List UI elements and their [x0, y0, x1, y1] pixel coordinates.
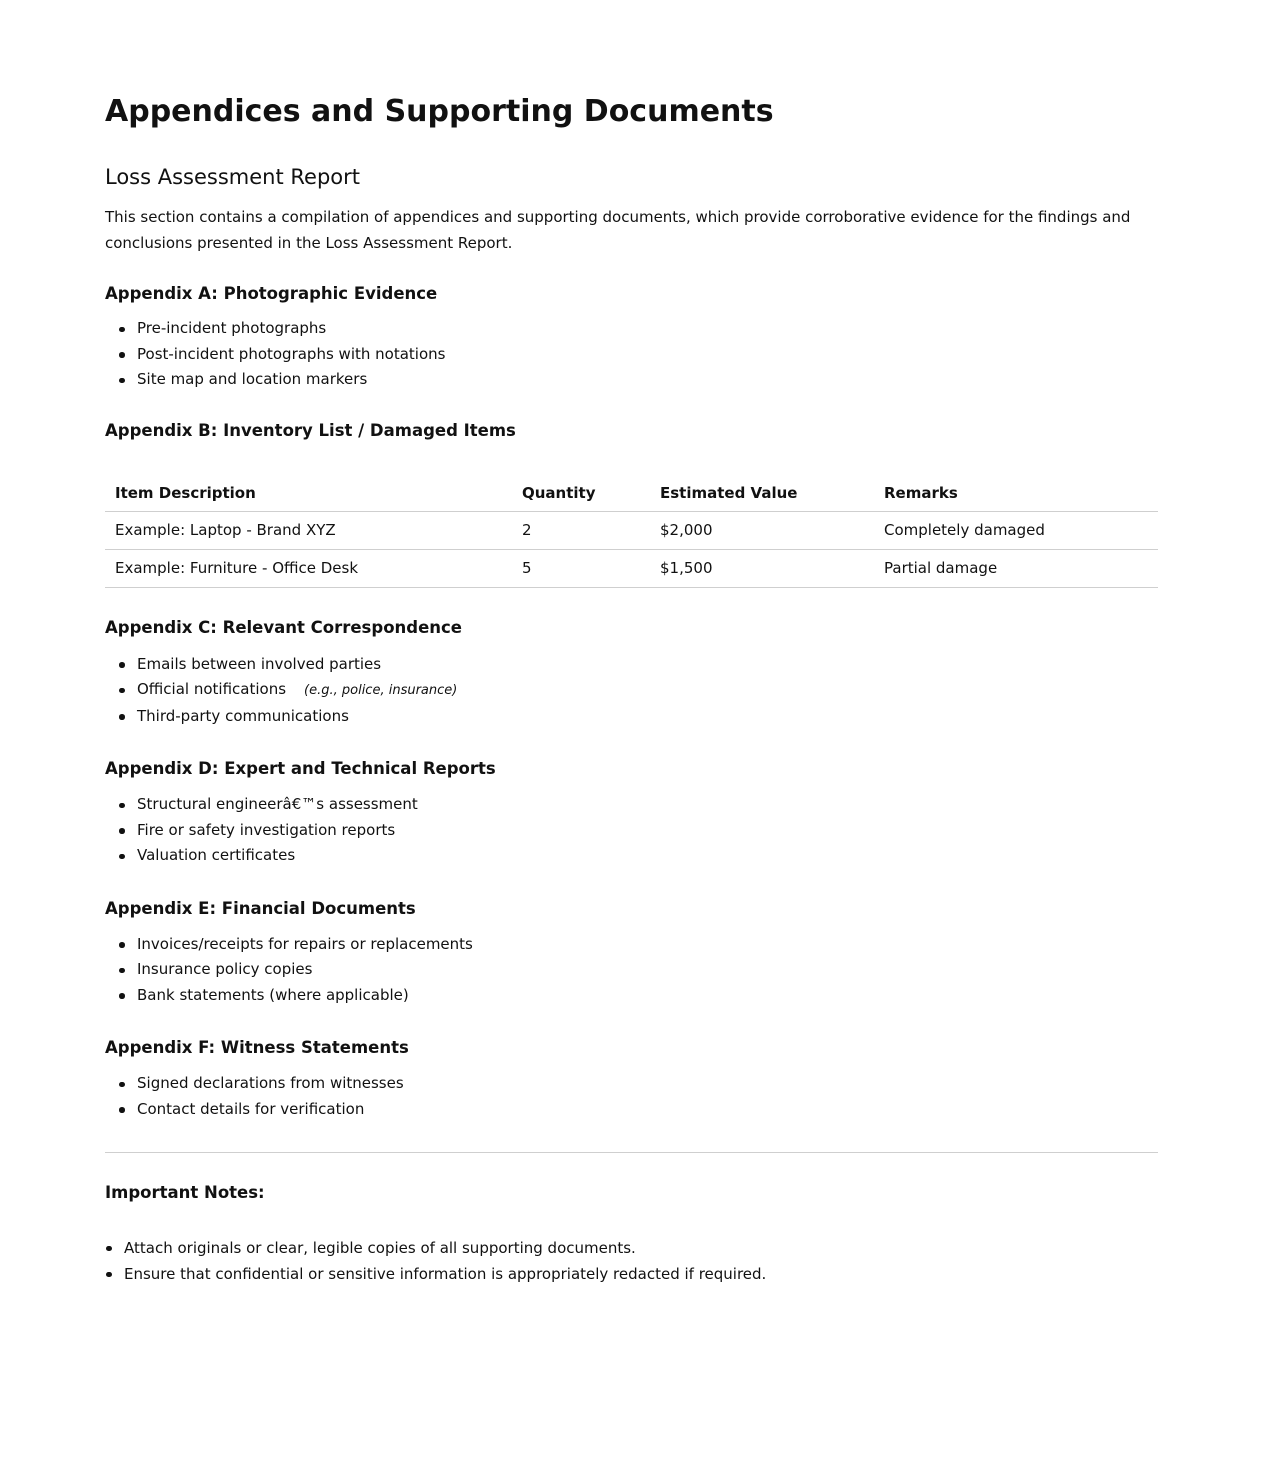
table-cell: $1,500	[650, 549, 874, 587]
important-notes-list	[105, 1235, 1158, 1287]
list-item: Contact details for verification	[137, 1097, 1158, 1123]
table-row	[105, 549, 1158, 587]
table-header-row	[105, 475, 1158, 512]
table-cell: 2	[512, 511, 650, 549]
list-item-text: Official notifications	[137, 680, 287, 698]
page-title: Appendices and Supporting Documents	[105, 94, 774, 129]
appendix-b-heading: Appendix B: Inventory List / Damaged Items	[105, 420, 516, 440]
appendix-f-heading: Appendix F: Witness Statements	[105, 1038, 409, 1057]
list-item	[137, 677, 1158, 704]
table-row	[105, 511, 1158, 549]
list-item: Site map and location markers	[137, 367, 1158, 393]
appendix-f-section	[105, 1036, 1158, 1122]
list-item: Attach originals or clear, legible copies of all supporting documents.	[124, 1235, 1158, 1261]
appendix-e-heading: Appendix E: Financial Documents	[105, 898, 416, 918]
list-item: Valuation certificates	[137, 843, 1158, 869]
list-item: Signed declarations from witnesses	[137, 1071, 1158, 1097]
table-cell: 5	[512, 549, 650, 587]
section-divider	[105, 1152, 1158, 1153]
appendix-e-section	[105, 897, 1158, 1009]
list-item: Third-party communications	[137, 704, 1158, 730]
list-item: Pre-incident photographs	[137, 316, 1158, 342]
list-item-note: (e.g., police, insurance)	[304, 683, 458, 698]
appendix-e-list	[105, 932, 1158, 1009]
table-cell: Completely damaged	[874, 511, 1158, 549]
appendix-c-list	[105, 652, 1158, 730]
appendix-b-section	[105, 419, 1158, 588]
column-header-remarks: Remarks	[874, 475, 1158, 512]
important-notes-heading: Important Notes:	[105, 1183, 265, 1202]
column-header-item-description: Item Description	[105, 475, 512, 512]
appendix-c-heading: Appendix C: Relevant Correspondence	[105, 617, 462, 637]
table-cell: Example: Laptop - Brand XYZ	[105, 511, 512, 549]
appendix-a-section	[105, 282, 1158, 393]
list-item: Structural engineerâ€™s assessment	[137, 792, 1158, 818]
list-item: Post-incident photographs with notations	[137, 342, 1158, 368]
column-header-estimated-value: Estimated Value	[650, 475, 874, 512]
appendix-f-list	[105, 1071, 1158, 1122]
important-notes-section	[105, 1181, 1158, 1287]
appendix-d-section	[105, 757, 1158, 869]
column-header-quantity: Quantity	[512, 475, 650, 512]
appendix-d-heading: Appendix D: Expert and Technical Reports	[105, 759, 496, 778]
intro-paragraph: This section contains a compilation of appendices and supporting documents, which provide corroborative evidence for the findings and conclusions presented in the Loss Assessment Report.	[105, 208, 1131, 252]
list-item: Fire or safety investigation reports	[137, 818, 1158, 844]
appendix-a-list	[105, 316, 1158, 393]
inventory-table	[105, 475, 1158, 588]
table-cell: Example: Furniture - Office Desk	[105, 549, 512, 587]
appendix-c-section	[105, 616, 1158, 730]
list-item: Bank statements (where applicable)	[137, 983, 1158, 1009]
table-cell: $2,000	[650, 511, 874, 549]
appendix-d-list	[105, 792, 1158, 869]
report-subtitle: Loss Assessment Report	[105, 165, 360, 189]
list-item: Insurance policy copies	[137, 957, 1158, 983]
list-item: Invoices/receipts for repairs or replacements	[137, 932, 1158, 958]
appendix-a-heading: Appendix A: Photographic Evidence	[105, 284, 438, 303]
list-item: Emails between involved parties	[137, 652, 1158, 678]
table-cell: Partial damage	[874, 549, 1158, 587]
list-item: Ensure that confidential or sensitive information is appropriately redacted if required.	[124, 1261, 1158, 1287]
